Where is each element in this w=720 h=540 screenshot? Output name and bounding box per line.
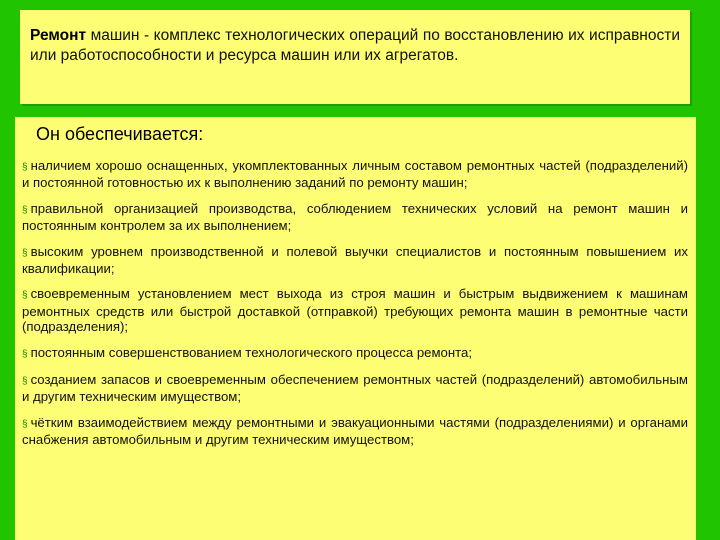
bullet-icon: § — [22, 290, 28, 302]
definition-term: Ремонт — [30, 27, 87, 44]
conditions-heading: Он обеспечивается: — [36, 124, 204, 144]
list-item — [22, 158, 688, 191]
definition-panel — [20, 10, 690, 104]
bullet-icon: § — [22, 376, 28, 388]
list-item — [22, 345, 688, 362]
list-item — [22, 244, 688, 277]
list-item-text: созданием запасов и своевременным обеспечением ремонтных частей (подразделений) автомобильным и другим техническим имуществом; — [22, 372, 688, 405]
list-item-text: чётким взаимодействием между ремонтными и эвакуационными частями (подразделениями) и органами снабжения автомобильным и другим техническим имуществом; — [22, 414, 688, 448]
list-item-text: высоким уровнем производственной и полевой выучки специалистов и постоянным повышением их квалификации; — [22, 243, 688, 277]
definition-text — [30, 26, 680, 66]
bullet-icon: § — [22, 162, 28, 173]
list-item-text: правильной организацией производства, соблюдением технических условий на ремонт машин и постоянным контролем за их выполнением; — [22, 200, 688, 234]
list-item — [22, 415, 688, 448]
conditions-panel — [15, 117, 696, 540]
bullet-icon: § — [22, 418, 28, 430]
list-item-text: своевременным установлением мест выхода из строя машин и быстрым выдвижением к машинам ремонтных средств или быстрой доставкой (отправкой) требующих ремонта машин в ремонтные части (подразделения); — [22, 286, 688, 335]
bullet-icon: § — [22, 348, 28, 360]
list-item — [22, 286, 688, 334]
list-item — [22, 372, 688, 405]
list-item — [22, 201, 688, 234]
bullet-icon: § — [22, 247, 28, 259]
definition-body: машин - комплекс технологических операций по восстановлению их исправности или работоспособности и ресурса машин или их агрегатов. — [30, 27, 680, 64]
list-item-text: наличием хорошо оснащенных, укомплектованных личным составом ремонтных частей (подразделений) и постоянной готовностью их к выполнению заданий по ремонту машин; — [22, 158, 688, 191]
bullet-icon: § — [22, 204, 28, 216]
list-item-text: постоянным совершенствованием технологического процесса ремонта; — [30, 344, 473, 360]
